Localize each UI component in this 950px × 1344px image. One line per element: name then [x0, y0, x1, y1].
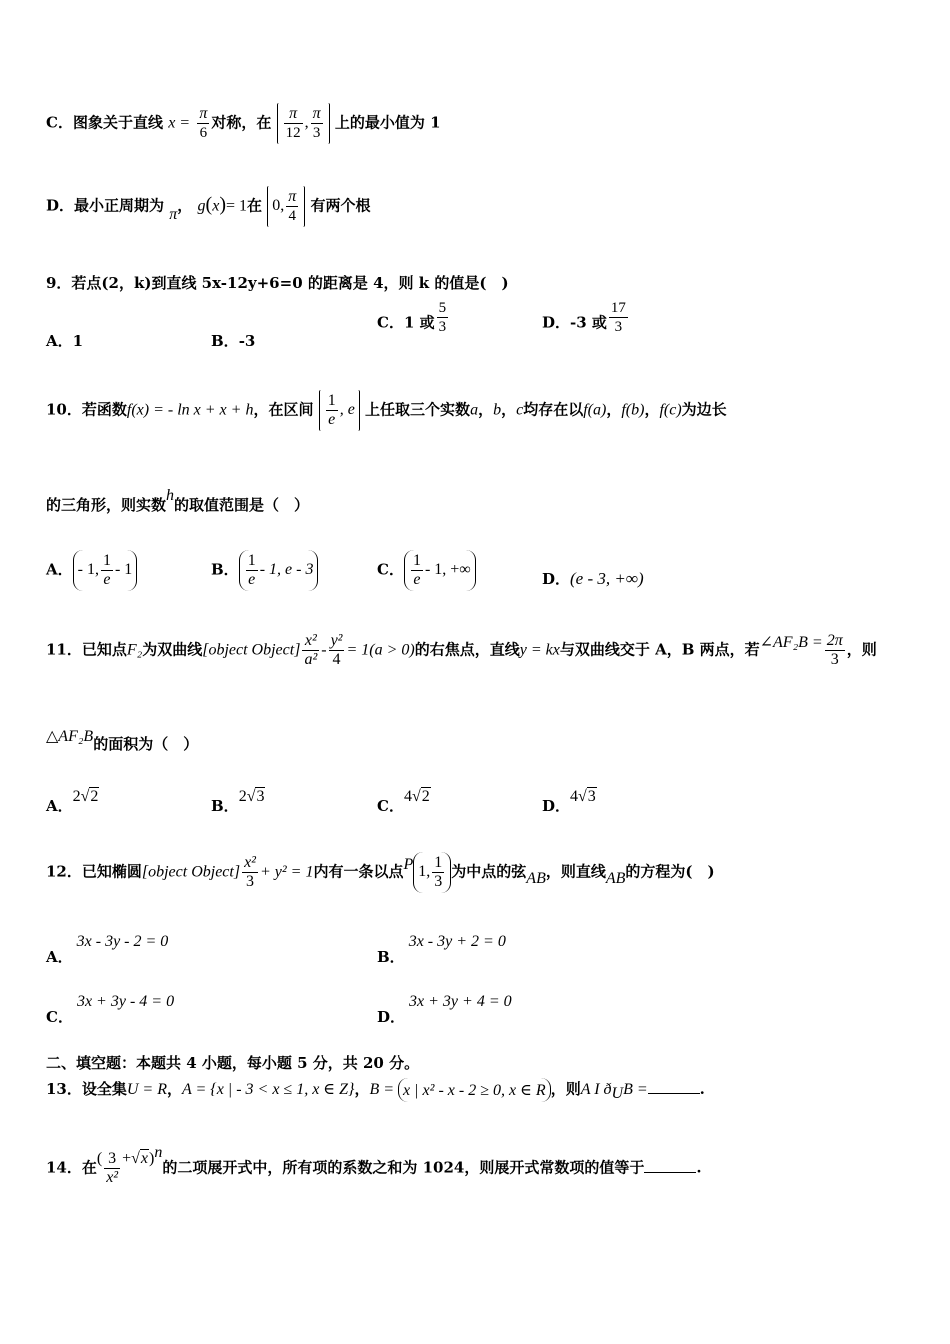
q10-stem-line2: 的三角形，则实数h的取值范围是（ ） — [46, 487, 310, 514]
q10-option-b: B． $\frac{1}{e}$ - 1, e - 3 — [211, 550, 318, 591]
math-pi: π — [169, 205, 178, 223]
q10-option-c: C． $\frac{1}{e}$ - 1, +∞ — [377, 550, 476, 591]
q11-option-d: D．4√3 — [542, 788, 596, 815]
q11-option-a: A．2√2 — [46, 788, 99, 815]
math-x: x — [212, 197, 220, 215]
option-label: D． — [46, 196, 75, 215]
math-eq: x = — [168, 114, 191, 132]
q9-stem: 9．若点(2，k)到直线 5x-12y+6=0 的距离是 4，则 k 的值是( ) — [46, 274, 509, 292]
q12-option-d: D．3x + 3y + 4 = 0 — [377, 993, 512, 1026]
q10-option-a: A． - 1, $\frac{1}{e}$ - 1 — [46, 550, 137, 591]
q12-option-a: A．3x - 3y - 2 = 0 — [46, 933, 169, 966]
q11-stem-line2: △AF₂B的面积为（ ） — [46, 728, 199, 753]
math-function: f(x) = - ln x + x + h — [126, 401, 254, 419]
option-text: 有两个根 — [310, 196, 371, 215]
q14-stem: 14．在( $\frac{3}{\text{x²}}$ +√x)$^n$的二项展开式中，所有项的系数之和为 1024，则展开式常数项的值等于 . — [46, 1143, 702, 1186]
option-text: 最小正周期为 — [74, 196, 165, 215]
answer-blank[interactable] — [644, 1158, 696, 1173]
q9-option-a: A．1 — [46, 332, 84, 350]
q13-stem: 13．设全集U = R，A = {x | - 3 < x ≤ 1, x ∈ Z}，B = x | x² - x - 2 ≥ 0, x ∈ R ，则A I $ð_UB$ = . — [46, 1080, 705, 1102]
q12-option-c: C．3x + 3y - 4 = 0 — [46, 993, 175, 1026]
answer-blank[interactable] — [648, 1079, 700, 1094]
q9-option-b: B．-3 — [211, 332, 256, 350]
fraction-pi-6: $\frac{\pi}{6}$ — [199, 105, 208, 141]
option-text: 对称，在 — [211, 113, 272, 132]
option-text: 上的最小值为 1 — [334, 113, 441, 132]
section-heading: 二、填空题：本题共 4 小题，每小题 5 分，共 20 分。 — [46, 1054, 420, 1072]
option-text: 在 — [247, 196, 263, 215]
math-eq: = 1 — [225, 197, 248, 215]
option-label: C． — [46, 113, 73, 132]
q12-option-b: B．3x - 3y + 2 = 0 — [377, 933, 506, 966]
q11-option-c: C．4√2 — [377, 788, 430, 815]
q10-option-d: D．(e - 3, +∞) — [542, 569, 644, 588]
comma: ， — [177, 196, 193, 215]
paren: ( — [205, 193, 213, 216]
q8-option-c — [46, 103, 441, 144]
option-text: 图象关于直线 — [72, 113, 163, 132]
q12-stem: 12．已知椭圆[object Object] $\frac{\text{x²}}{3}$ + y² = 1内有一条以点P 1, $\frac{1}{3}$ 为中点的弦AB，则直线AB的方程为( ) — [46, 852, 715, 893]
q10-stem-line1: 10．若函数f(x) = - ln x + x + h，在区间 $\frac{1}{e}$ , e 上任取三个实数a，b，c均存在以f(a)，f(b)，f(c)为边长 — [46, 390, 727, 431]
q11-option-b: B．2√3 — [211, 788, 265, 815]
q11-stem-line1: 11．已知点F₂为双曲线[object Object] $\frac{\text{x²}}{\text{a²}}$ - $\frac{\text{y²}}{4}$ = 1(a > 0)的右焦点，直线y = kx与双曲线交于 A，B 两点，若∠AF₂B = $\frac{2\pi}{3}$ ，则 — [46, 632, 877, 668]
q8-option-d: D．最小正周期为 π， g(x)= 1在 0, $\frac{\pi}{4}$ 有两个根 — [46, 186, 371, 227]
interval-bracket: $\frac{\pi}{12}$ , $\frac{\pi}{3}$ — [277, 103, 330, 144]
interval-bracket: $\frac{1}{e}$ , e — [319, 390, 360, 431]
math-g: g — [197, 197, 206, 215]
q9-option-c: C．1 或 $\frac{5}{3}$ — [377, 300, 447, 335]
interval-bracket: 0, $\frac{\pi}{4}$ — [267, 186, 305, 227]
q9-option-d: D．-3 或 $\frac{17}{3}$ — [542, 300, 626, 335]
